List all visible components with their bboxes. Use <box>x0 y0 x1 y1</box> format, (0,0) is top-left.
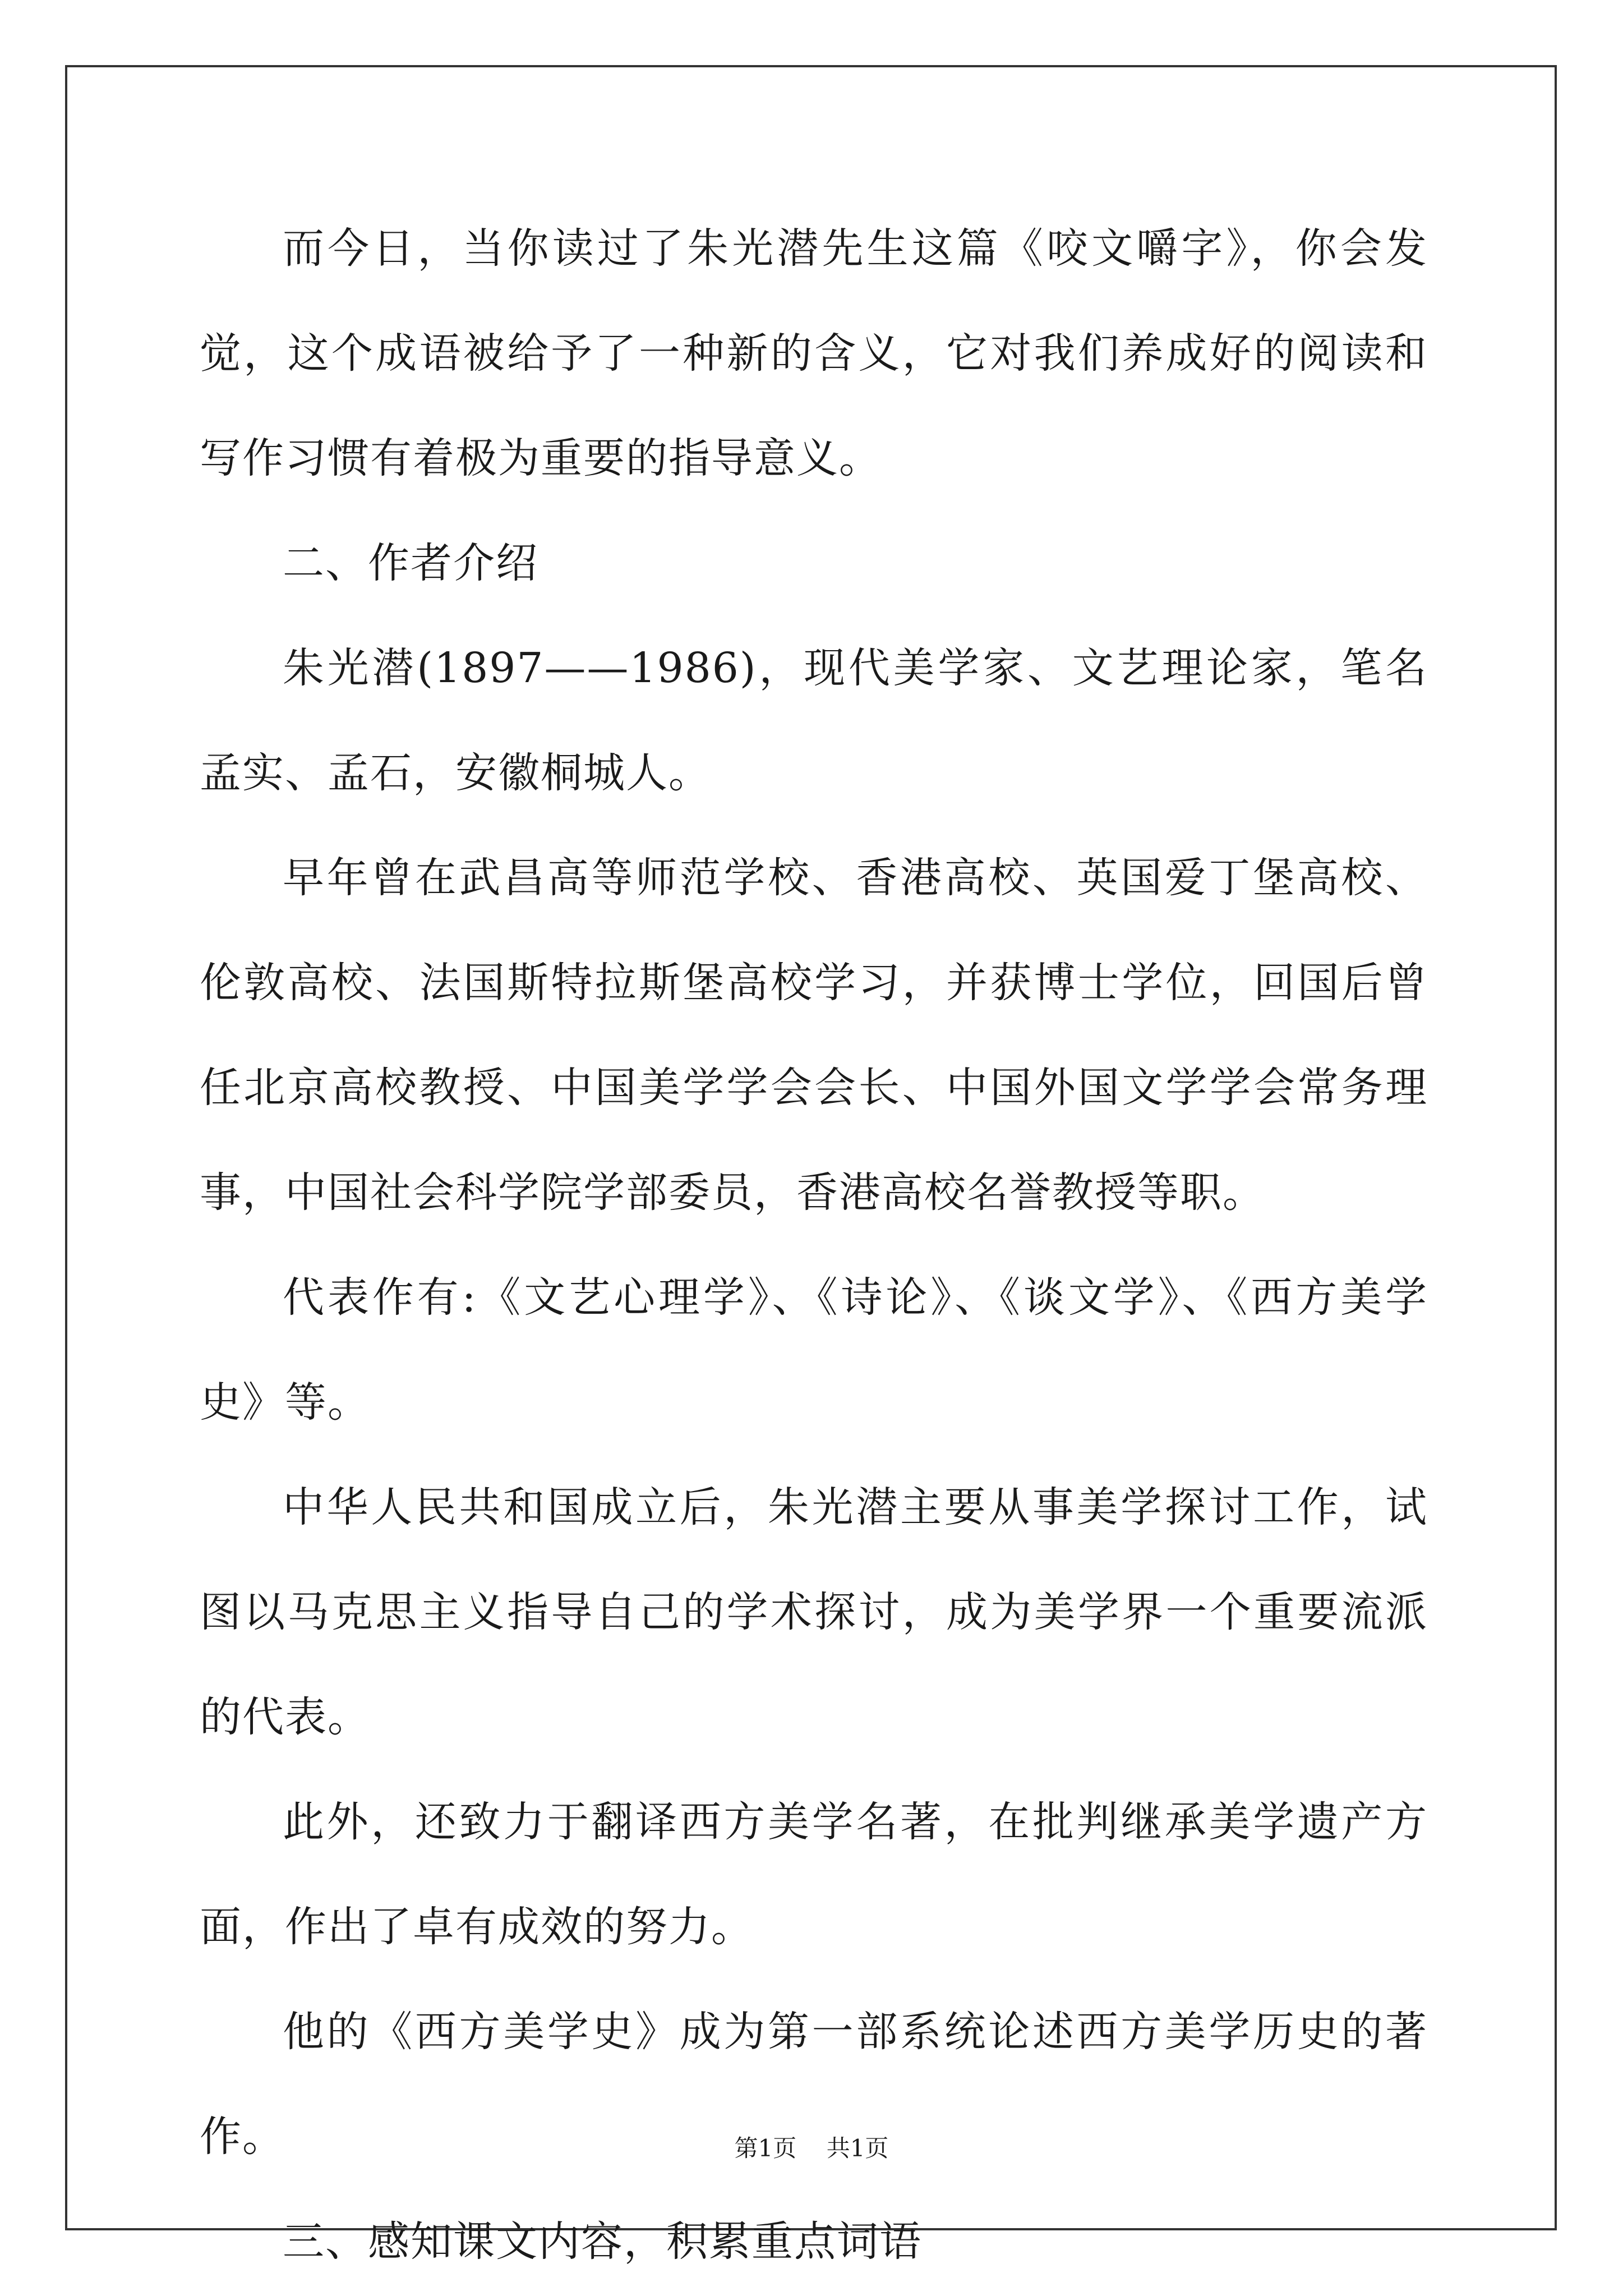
page-footer <box>0 2132 1623 2165</box>
page-total: 共1页 <box>826 2134 889 2162</box>
page-number: 第1页 <box>734 2134 797 2162</box>
paragraph-intro: 而今日，当你读过了朱光潜先生这篇《咬文嚼字》，你会发觉，这个成语被给予了一种新的含义，它对我们养成好的阅读和写作习惯有着极为重要的指导意义。 <box>200 224 1428 482</box>
section-heading-content: 三、感知课文内容，积累重点词语 <box>283 2217 922 2266</box>
paragraph-history: 他的《西方美学史》成为第一部系统论述西方美学历史的著作。 <box>200 2008 1428 2161</box>
paragraph-works: 代表作有:《文艺心理学》、《诗论》、《谈文学》、《西方美学史》等。 <box>200 1273 1428 1427</box>
section-heading-author: 二、作者介绍 <box>283 539 538 587</box>
paragraph-translation: 此外，还致力于翻译西方美学名著，在批判继承美学遗产方面，作出了卓有成效的努力。 <box>200 1798 1428 1951</box>
paragraph-education: 早年曾在武昌高等师范学校、香港高校、英国爱丁堡高校、伦敦高校、法国斯特拉斯堡高校学习，并获博士学位，回国后曾任北京高校教授、中国美学学会会长、中国外国文学学会常务理事，中国社会科学院学部委员，香港高校名誉教授等职。 <box>200 854 1428 1217</box>
paragraph-author-bio: 朱光潜(1897——1986)，现代美学家、文艺理论家，笔名孟实、孟石，安徽桐城人。 <box>200 644 1428 797</box>
paragraph-career: 中华人民共和国成立后，朱光潜主要从事美学探讨工作，试图以马克思主义指导自己的学术探讨，成为美学界一个重要流派的代表。 <box>200 1483 1428 1741</box>
document-body <box>200 196 1428 2294</box>
